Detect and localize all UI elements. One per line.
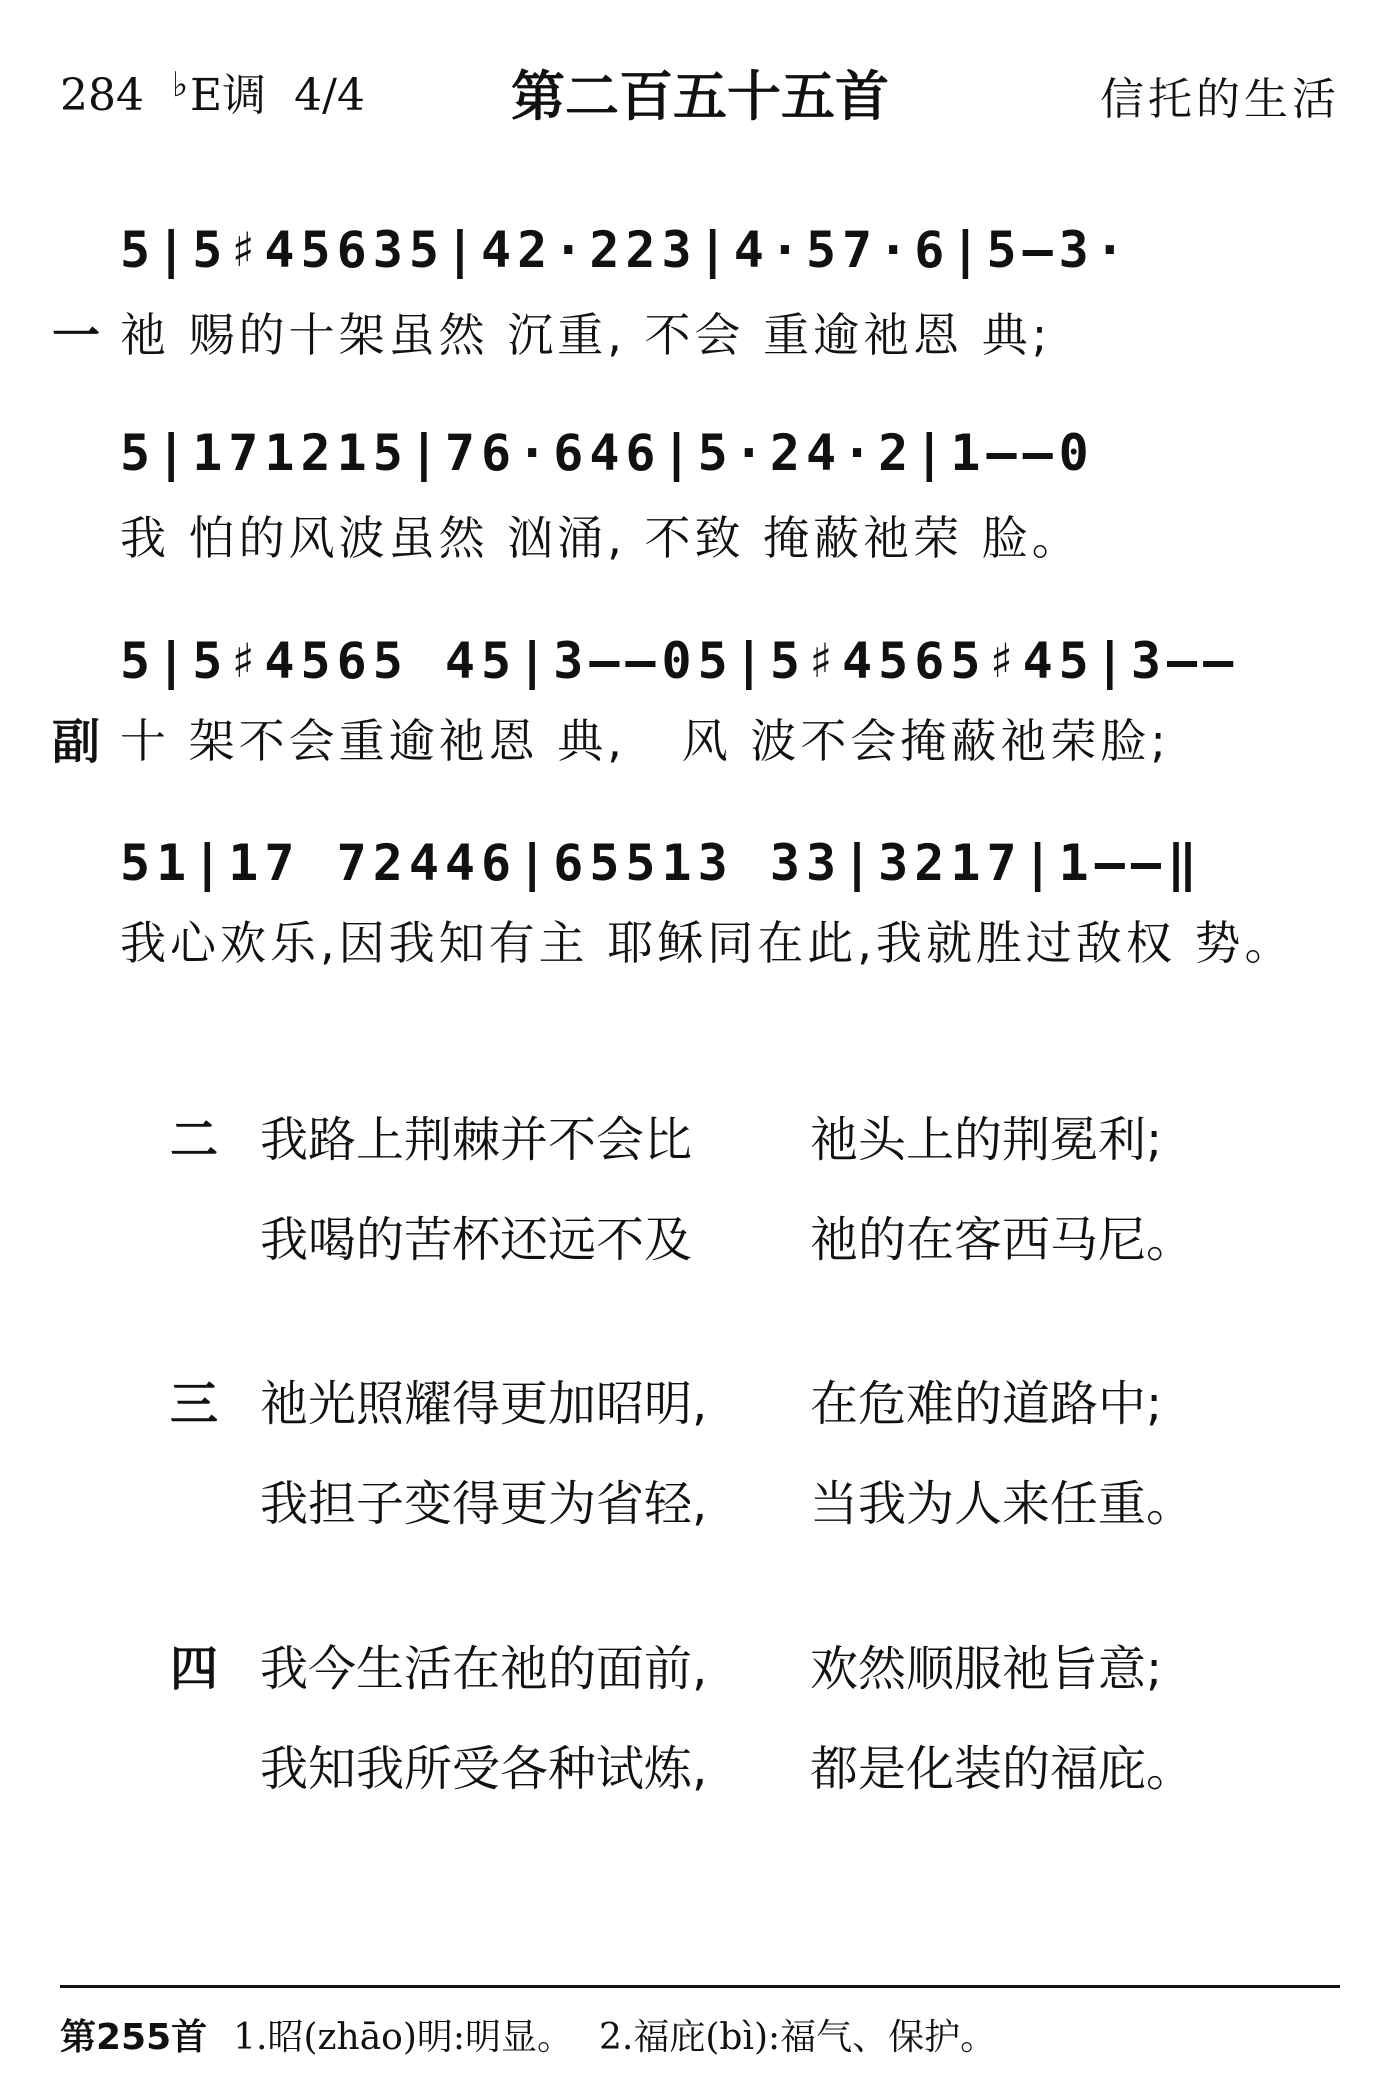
verse-label: 二	[170, 1112, 219, 1168]
verse-line: 我担子变得更为省轻,	[260, 1476, 708, 1532]
footnote-hymn-number: 第255首	[60, 2017, 208, 2058]
verse-line: 祂头上的荆冕利;	[810, 1112, 1163, 1168]
key-label: E调	[190, 70, 267, 121]
footer-divider	[60, 1985, 1340, 1988]
verse-line: 我今生活在祂的面前,	[260, 1641, 708, 1697]
verse-label-chorus: 副	[52, 714, 101, 770]
hymn-title: 第二百五十五首	[511, 65, 889, 128]
verse-line: 当我为人来任重。	[810, 1476, 1195, 1532]
verse-line: 欢然顺服祂旨意;	[810, 1641, 1163, 1697]
verse-line: 祂光照耀得更加昭明,	[260, 1376, 708, 1432]
footnote-1: 1.昭(zhāo)明:明显。	[233, 2017, 574, 2058]
footnotes	[60, 2017, 997, 2058]
notation-line-1: 5|5♯45635|42·223|4·57·6|5–3·	[120, 221, 1131, 279]
notation-line-2: 5|171215|76·646|5·24·2|1––0	[120, 424, 1095, 482]
verse-line: 我路上荆棘并不会比	[260, 1112, 693, 1168]
verse-line: 在危难的道路中;	[810, 1376, 1163, 1432]
verse-line: 都是化装的福庇。	[810, 1741, 1195, 1797]
page-number: 284	[60, 70, 144, 121]
hymn-category: 信托的生活	[1100, 74, 1340, 125]
score	[0, 0, 1400, 1000]
lyric-line-3: 十 架不会重逾祂恩 典, 风 波不会掩蔽祂荣脸;	[120, 714, 1170, 768]
lyric-line-2: 我 怕的风波虽然 汹涌, 不致 掩蔽祂荣 脸。	[120, 511, 1082, 565]
verse-label-1: 一	[52, 308, 101, 364]
lyric-line-1: 祂 赐的十架虽然 沉重, 不会 重逾祂恩 典;	[120, 308, 1052, 362]
verse-2	[170, 1112, 1270, 1268]
verse-label: 四	[170, 1641, 219, 1697]
footnote-2: 2.福庇(bì):福气、保护。	[599, 2017, 997, 2058]
verse-line: 我喝的苦杯还远不及	[260, 1212, 693, 1268]
verse-line: 祂的在客西马尼。	[810, 1212, 1195, 1268]
verse-label: 三	[170, 1376, 219, 1432]
notation-line-3: 5|5♯4565 45|3––05|5♯4565♯45|3––	[120, 632, 1240, 690]
verse-line: 我知我所受各种试炼,	[260, 1741, 708, 1797]
verse-4	[170, 1641, 1270, 1797]
verse-3	[170, 1376, 1270, 1532]
notation-line-4: 51|17 72446|65513 33|3217|1––‖	[120, 834, 1204, 892]
time-signature: 4/4	[294, 70, 365, 121]
flat-icon: ♭	[171, 65, 189, 105]
lyric-line-4: 我心欢乐,因我知有主 耶稣同在此,我就胜过敌权 势。	[120, 916, 1295, 970]
